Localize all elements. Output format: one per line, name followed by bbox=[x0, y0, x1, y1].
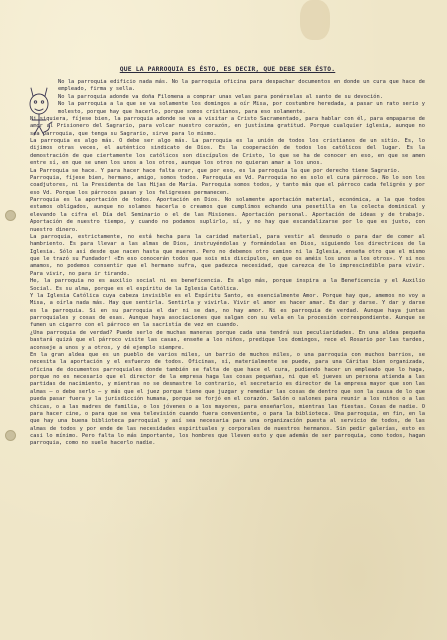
paragraph: Parroquia es la aportación de todos. Aportación en Dios. No solamente aportación material, económica, a la que todos estamos obligados, aunque no solamos hacerla o creamos que cumplimos echando una pesetilla en la colecta dominical y elevando la cifra el Día del Seminario o el de las Misiones. Aportación personal. Aportación de ideas y de trabajo. Aportación de nuestro tiempo, y cuando no podamos suplirlo, sí, y no hay que escandalizarse por lo que es justo, con nuestro dinero. bbox=[30, 197, 425, 233]
paragraph: La Parroquia se hace. Y para hacer hace falta orar, que por eso, es la parroquia la que por derecho tiene Sagrario. bbox=[30, 167, 400, 174]
paragraph: En la gran aldea que es un pueblo de varios miles, un barrio de muchos miles, o una parroquia con muchos barrios, se necesita la aportación y el esfuerzo de todos. Oficinas, sí, materialmente se puede, para una Cáritas bien organizada, oficina de documentos parroquiales donde también se falta de que hace el cura, pudiendo hacer un empleado que lo haga, porque no es necesario que el director de la empresa haga las cosas pequeñas, ni que el jueves un persona atienda a las partidas de nacimiento, y mientras no se desmastre lo contrario, el secretario es director de la empresa mayor que son las almas — o debe serlo — y más que el juez porque tiene que juzgar y remediar las cosas de dentro que son la causa de lo que pueda pasar fuera y la jurisdicción humana, porque se forjó en el corazón. Salón o salones para reunir a los niños o a las chicas, o a las madres de familia, o los jóvenes o a los mayores, para enseñarlos, mientras las fiestas. Cosas de nadie. O para hacer cine, o para que se vea televisión cuando fuera conveniente, o para la biblioteca. Una parroquia, en fin, en la que hay una buena biblioteca parroquial y así sea necesaria para una organización puesta al servicio de todos, de las almas de todos y por ende de las necesidades espirituales y corporales de nuestros hermanos. Sin pedir galerías, esto es casi lo mínimo. Pero falta lo más importante, los hombres que lleven esto y que además de ser parroquia, como todos, hagan parroquia, como no suele hacerlo nadie. bbox=[30, 351, 425, 447]
paragraph: Y la Iglesia Católica cuya cabeza invisible es el Espíritu Santo, es esencialmente Amor. Porque hay que, amemos no voy a Misa, a oírla nada más. Hay que sentirla. Sentirla y vivirla. Vivir el amor es hacer amar. Es dar y darse. Y dar y darse es la parroquia. Si en su parroquia el dar ni se dan, no hay amor. Ni es parroquia de verdad. Aunque haya juntas parroquiales y cosas de esas. Aunque haya asociaciones que salgan con su vela en la procesión correspondiente. Aunque se fumen un cigarro con el párroco en la sacristía de vez en cuando. bbox=[30, 292, 425, 329]
paragraph: Ni siquiera, fíjese bien, la parroquia adonde se va a visitar a Cristo Sacramentado, para hablar con él, para empaparse de amor al Prisionero del Sagrario, para volcar nuestro corazón, en justísima gratitud. Porque cualquier iglesia, aunque no sea parroquia, que tenga su Sagrario, sirve para lo mismo. bbox=[30, 115, 425, 137]
paper-stain bbox=[300, 0, 330, 40]
document-title: QUE LA PARROQUIA ES ÉSTO, ES DECIR, QUE DEBE SER ÉSTO. bbox=[119, 66, 336, 73]
paragraph: No la parroquia a la que se va solamente los domingos a oír Misa, por costumbre heredada, a pasar un rato serio y molesto, porque hay que hacerlo, porque somos cristianos, para eso solamente. bbox=[58, 101, 425, 115]
paragraph: ¿Una parroquia de verdad? Puede serlo de muchas maneras porque cada una tendrá sus peculiaridades. En una aldea pequeña bastará quizá que el párroco visite las casas, enseñe a los niños, predique los domingos, rece el Rosario por las tardes, aconseje a unos y a otros, y dé ejemplo siempre. bbox=[30, 329, 425, 351]
paragraph: La parroquia, estrictamente, no está hecha para la caridad material, para vestir al desnudo o para dar de comer al hambriento. Es para llevar a las almas de Dios, instruyéndolas y formándolas en Dios, siguiendo los directrices de la Iglesia. Sólo así desde que nacen hasta que mueren. Pero no debemos otro camino ni la Iglesia, enseña otro que el mismo que le trazó su Fundador! «En eso conocerán todos que sois mis discípulos, en que os améis los unos a los otros». Y si nos amamos, no podemos consentir que el hermano sufra, que padezca necesidad, que carezca de lo imprescindible para vivir. Para vivir, no para ir tirando. bbox=[30, 233, 425, 277]
paragraph: No la parroquia adonde va doña Filomena a comprar unas velas para ponérselas al santo de su devoción. bbox=[58, 93, 383, 100]
paragraph: Parroquia, fíjese bien, hermano, amigo, somos todos. Parroquia es Vd. Parroquia no es solo el cura párroco. No lo son los coadjutores, ni la Presidenta de las Hijas de María. Parroquia somos todos, y tanto más que el párroco cada feligrés y por eso Vd. Porque los párrocos pasan y los feligreses permanecen. bbox=[30, 174, 425, 196]
paragraph: No la parroquia edificio nada más. No la parroquia oficina para despachar documentos en donde un cura que hace de empleado, firma y sella. bbox=[58, 79, 425, 93]
devil-doodle-icon bbox=[22, 82, 56, 138]
paragraph: He, la parroquia no es auxilio social ni es beneficencia. Es algo más, porque inspira a la Beneficencia y el Auxilio Social. Es su alma, porque es el espíritu de la Iglesia Católica. bbox=[30, 278, 425, 292]
punch-hole bbox=[5, 430, 16, 441]
punch-hole bbox=[5, 210, 16, 221]
paragraph: La parroquia es algo más. O debe ser algo más. La parroquia es la unión de todos los cristianos de un sitio. Es, lo dijimos otras veces, el auténtico sindicato de Dios. Es la cooperación de todos los católicos del lugar. Es la demostración de que ciertamente los católicos son discípulos de Cristo, lo que se ha de conocer en eso, en que se amen entre sí, en que se unen los unos a los otros, aunque los otros no quieran amar a los unos. bbox=[30, 138, 425, 167]
document-body bbox=[30, 79, 425, 448]
